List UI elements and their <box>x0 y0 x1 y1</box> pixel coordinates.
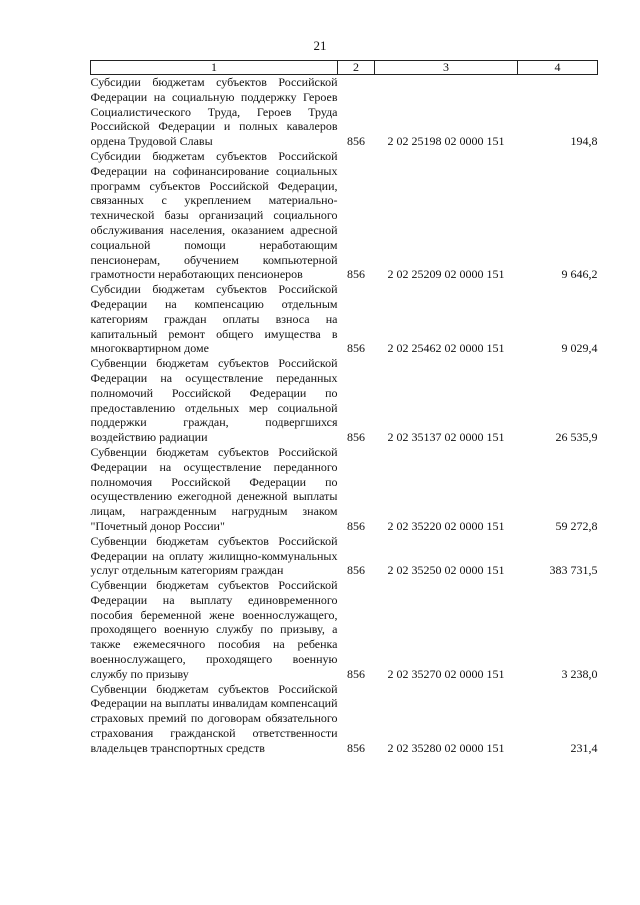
row-admin-code: 856 <box>347 267 365 282</box>
table-header <box>91 61 598 75</box>
table-header-row <box>91 61 598 75</box>
table-row <box>91 282 598 356</box>
row-description: Субвенции бюджетам субъектов Российской Федерации на выплату единовременного пособия беременной жене военнослужащего, проходящего военную службу по призыву, а также ежемесячного пособия на ребенка военнослужащего, проходящего военную службу по призыву <box>90 578 338 681</box>
row-amount: 26 535,9 <box>555 430 598 445</box>
row-description: Субсидии бюджетам субъектов Российской Федерации на социальную поддержку Героев Социалистического Труда, Героев Труда Российской Федерации и полных кавалеров ордена Трудовой Славы <box>90 75 338 149</box>
row-description: Субсидии бюджетам субъектов Российской Федерации на компенсацию отдельным категориям граждан оплаты взноса на капитальный ремонт общего имущества в многоквартирном доме <box>90 282 338 356</box>
row-admin-code: 856 <box>347 341 365 356</box>
row-admin-code: 856 <box>347 740 365 755</box>
row-amount: 9 029,4 <box>561 341 598 356</box>
row-kbk-code: 2 02 35270 02 0000 151 <box>387 666 505 681</box>
table-row <box>91 682 598 756</box>
row-amount: 194,8 <box>570 134 598 149</box>
header-col-2: 2 <box>338 61 375 75</box>
row-admin-code: 856 <box>347 563 365 578</box>
table-row <box>91 534 598 578</box>
row-amount: 383 731,5 <box>549 563 598 578</box>
row-kbk-code: 2 02 25462 02 0000 151 <box>387 341 505 356</box>
header-col-4: 4 <box>518 61 598 75</box>
row-amount: 231,4 <box>570 740 598 755</box>
row-kbk-code: 2 02 35137 02 0000 151 <box>387 430 505 445</box>
row-admin-code: 856 <box>347 430 365 445</box>
table-row <box>91 356 598 445</box>
row-kbk-code: 2 02 25198 02 0000 151 <box>387 134 505 149</box>
table-body <box>91 75 598 756</box>
page-number: 21 <box>313 38 327 53</box>
row-kbk-code: 2 02 35250 02 0000 151 <box>387 563 505 578</box>
row-amount: 9 646,2 <box>561 267 598 282</box>
budget-revenue-table <box>90 60 598 756</box>
row-description: Субвенции бюджетам субъектов Российской Федерации на оплату жилищно-коммунальных услуг отдельным категориям граждан <box>90 533 338 578</box>
row-kbk-code: 2 02 35220 02 0000 151 <box>387 518 505 533</box>
row-kbk-code: 2 02 25209 02 0000 151 <box>387 267 505 282</box>
row-description: Субвенции бюджетам субъектов Российской Федерации на осуществление переданных полномочий Российской Федерации по предоставлению отдельных мер социальной поддержки граждан, подвергшихся воздействию радиации <box>90 356 338 445</box>
table-row <box>91 445 598 534</box>
row-kbk-code: 2 02 35280 02 0000 151 <box>387 740 505 755</box>
table-row <box>91 75 598 149</box>
row-amount: 3 238,0 <box>561 666 598 681</box>
row-admin-code: 856 <box>347 134 365 149</box>
row-admin-code: 856 <box>347 666 365 681</box>
header-col-3: 3 <box>375 61 518 75</box>
row-amount: 59 272,8 <box>555 518 598 533</box>
row-description: Субвенции бюджетам субъектов Российской Федерации на осуществление переданного полномочия Российской Федерации по осуществлению ежегодной денежной выплаты лицам, награжденным нагрудным знаком "Почетный донор России" <box>90 444 338 533</box>
table-row <box>91 578 598 682</box>
row-description: Субвенции бюджетам субъектов Российской Федерации на выплаты инвалидам компенсаций страховых премий по договорам обязательного страхования гражданской ответственности владельцев транспортных средств <box>90 681 338 755</box>
row-description: Субсидии бюджетам субъектов Российской Федерации на софинансирование социальных программ субъектов Российской Федерации, связанных с укреплением материально-технической базы организаций социального обслуживания населения, оказанием адресной социальной помощи неработающим пенсионерам, обучением компьютерной грамотности неработающих пенсионеров <box>90 148 338 282</box>
header-col-1: 1 <box>91 61 338 75</box>
row-admin-code: 856 <box>347 518 365 533</box>
table-row <box>91 149 598 282</box>
